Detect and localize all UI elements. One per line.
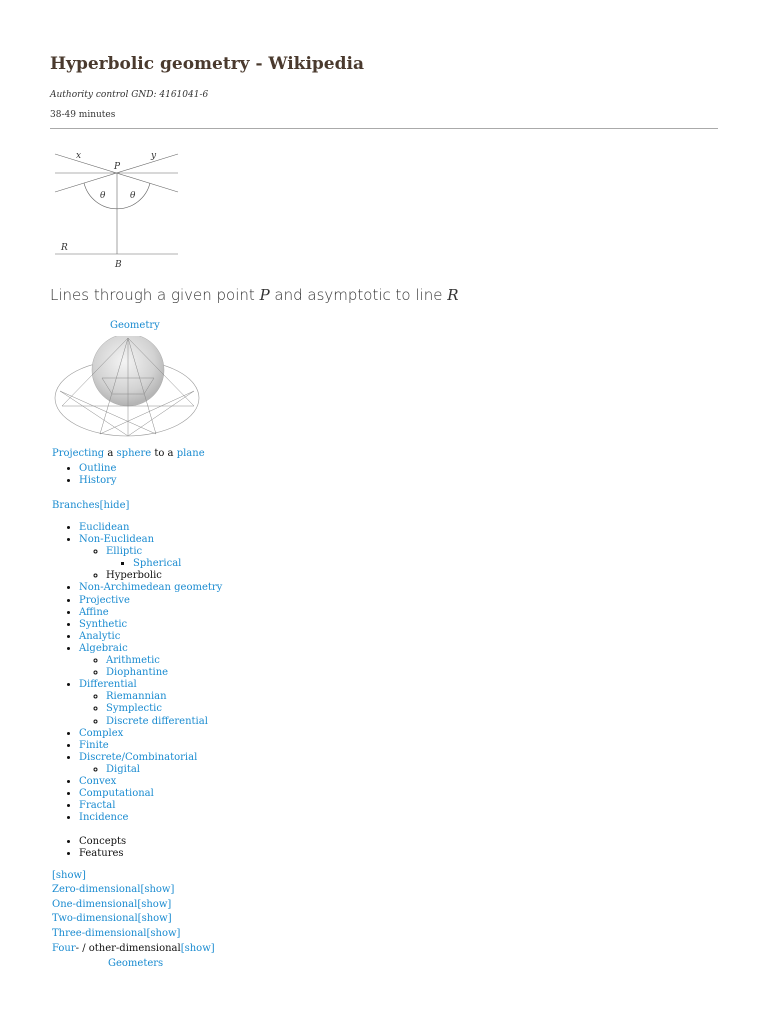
list-item — [133, 558, 222, 570]
plane-link[interactable]: plane — [176, 448, 205, 459]
divider — [50, 128, 718, 129]
section-two-dimensional — [52, 913, 172, 924]
asymptotic-lines-figure — [50, 146, 182, 274]
branch-fractal-link[interactable]: Fractal — [79, 800, 116, 812]
list-item — [79, 595, 222, 607]
list-item — [79, 534, 222, 582]
list-item — [106, 691, 222, 703]
list-item — [79, 679, 222, 727]
sphere-projection-image — [52, 336, 202, 440]
branches-list — [52, 522, 222, 824]
other-dimensional-text: - / other-dimensional — [75, 943, 181, 954]
history-link[interactable]: History — [79, 475, 117, 487]
branch-discrete-differential-link[interactable]: Discrete differential — [106, 715, 208, 727]
show-toggle[interactable]: [show] — [140, 884, 175, 895]
branch-arithmetic-link[interactable]: Arithmetic — [106, 655, 160, 667]
section-three-dimensional — [52, 928, 180, 939]
branch-differential-link[interactable]: Differential — [79, 679, 137, 691]
zero-dimensional-link[interactable]: Zero-dimensional — [52, 884, 141, 895]
branch-elliptic-link[interactable]: Elliptic — [106, 546, 143, 558]
extra-list — [52, 836, 126, 860]
top-links-list — [52, 463, 117, 487]
branch-non-archimedean-link[interactable]: Non-Archimedean geometry — [79, 582, 223, 594]
list-item — [79, 582, 222, 594]
list-item — [79, 643, 222, 679]
label-y: y — [151, 151, 157, 161]
branches-link[interactable]: Branches — [52, 500, 100, 511]
authority-control: Authority control GND: 4161041-6 — [50, 90, 209, 100]
differential-sublist — [79, 691, 222, 727]
one-dimensional-link[interactable]: One-dimensional — [52, 899, 138, 910]
branch-complex-link[interactable]: Complex — [79, 727, 124, 739]
label-b: B — [115, 260, 122, 270]
list-item — [79, 740, 222, 752]
discrete-sublist — [79, 764, 222, 776]
list-item — [79, 800, 222, 812]
label-theta-right: θ — [130, 191, 136, 201]
branch-hyperbolic-current: Hyperbolic — [106, 570, 162, 582]
branch-projective-link[interactable]: Projective — [79, 594, 130, 606]
label-x: x — [76, 151, 82, 161]
branch-convex-link[interactable]: Convex — [79, 775, 117, 787]
branch-incidence-link[interactable]: Incidence — [79, 812, 129, 824]
branch-analytic-link[interactable]: Analytic — [79, 630, 121, 642]
three-dimensional-link[interactable]: Three-dimensional — [52, 928, 147, 939]
two-dimensional-link[interactable]: Two-dimensional — [52, 913, 138, 924]
list-item — [79, 812, 222, 824]
branch-computational-link[interactable]: Computational — [79, 788, 154, 800]
list-item — [106, 570, 222, 582]
hide-toggle[interactable]: [hide] — [99, 500, 130, 511]
list-item — [106, 716, 222, 728]
branch-non-euclidean-link[interactable]: Non-Euclidean — [79, 534, 155, 546]
caption-line: R — [447, 286, 459, 304]
outline-link[interactable]: Outline — [79, 463, 117, 474]
caption-text-a: a — [104, 448, 117, 459]
algebraic-sublist — [79, 655, 222, 679]
list-item — [79, 776, 222, 788]
branch-affine-link[interactable]: Affine — [79, 606, 109, 618]
label-p: P — [114, 162, 121, 172]
sphere-link[interactable]: sphere — [116, 448, 152, 459]
show-toggle[interactable]: [show] — [180, 943, 215, 954]
elliptic-sublist — [106, 558, 222, 570]
caption-point: P — [259, 286, 270, 304]
non-euclidean-sublist — [79, 546, 222, 582]
branch-algebraic-link[interactable]: Algebraic — [79, 642, 128, 654]
branch-riemannian-link[interactable]: Riemannian — [106, 691, 167, 703]
show-toggle[interactable]: [show] — [52, 870, 86, 881]
caption-text-to-a: to a — [151, 448, 177, 459]
branch-symplectic-link[interactable]: Symplectic — [106, 703, 162, 715]
caption-text: Lines through a given point — [50, 286, 260, 304]
branch-discrete-combinatorial-link[interactable]: Discrete/Combinatorial — [79, 751, 198, 763]
geometers-link[interactable]: Geometers — [108, 958, 164, 969]
section-one-dimensional — [52, 899, 171, 910]
show-toggle[interactable]: [show] — [137, 899, 172, 910]
branch-finite-link[interactable]: Finite — [79, 739, 109, 751]
list-item — [106, 703, 222, 715]
projecting-link[interactable]: Projecting — [52, 448, 105, 459]
branch-digital-link[interactable]: Digital — [106, 763, 140, 775]
label-r: R — [61, 243, 68, 253]
list-item — [79, 522, 222, 534]
list-item — [106, 764, 222, 776]
branch-synthetic-link[interactable]: Synthetic — [79, 618, 128, 630]
branches-header — [52, 500, 129, 511]
image-caption — [52, 448, 205, 459]
caption-text-middle: and asymptotic to line — [269, 286, 448, 304]
list-item — [79, 848, 126, 860]
list-item — [79, 788, 222, 800]
show-toggle[interactable]: [show] — [146, 928, 181, 939]
four-link[interactable]: Four — [52, 943, 76, 954]
branch-diophantine-link[interactable]: Diophantine — [106, 667, 169, 679]
features-item: Features — [79, 848, 124, 860]
list-item — [106, 546, 222, 570]
list-item — [79, 619, 222, 631]
list-item — [79, 836, 126, 848]
section-zero-dimensional — [52, 884, 174, 895]
label-theta-left: θ — [100, 191, 106, 201]
geometry-title-link[interactable]: Geometry — [110, 320, 160, 331]
list-item — [106, 655, 222, 667]
read-time: 38-49 minutes — [50, 110, 116, 120]
list-item — [79, 607, 222, 619]
concepts-item: Concepts — [79, 836, 127, 847]
branch-euclidean-link[interactable]: Euclidean — [79, 522, 130, 533]
show-toggle[interactable]: [show] — [137, 913, 172, 924]
section-four-dimensional — [52, 943, 215, 954]
list-item — [79, 631, 222, 643]
list-item — [79, 463, 117, 475]
list-item — [79, 475, 117, 487]
figure-caption — [50, 286, 459, 304]
list-item — [79, 728, 222, 740]
list-item — [106, 667, 222, 679]
branch-spherical-link[interactable]: Spherical — [133, 558, 182, 570]
list-item — [79, 752, 222, 776]
page-title: Hyperbolic geometry - Wikipedia — [50, 54, 364, 74]
